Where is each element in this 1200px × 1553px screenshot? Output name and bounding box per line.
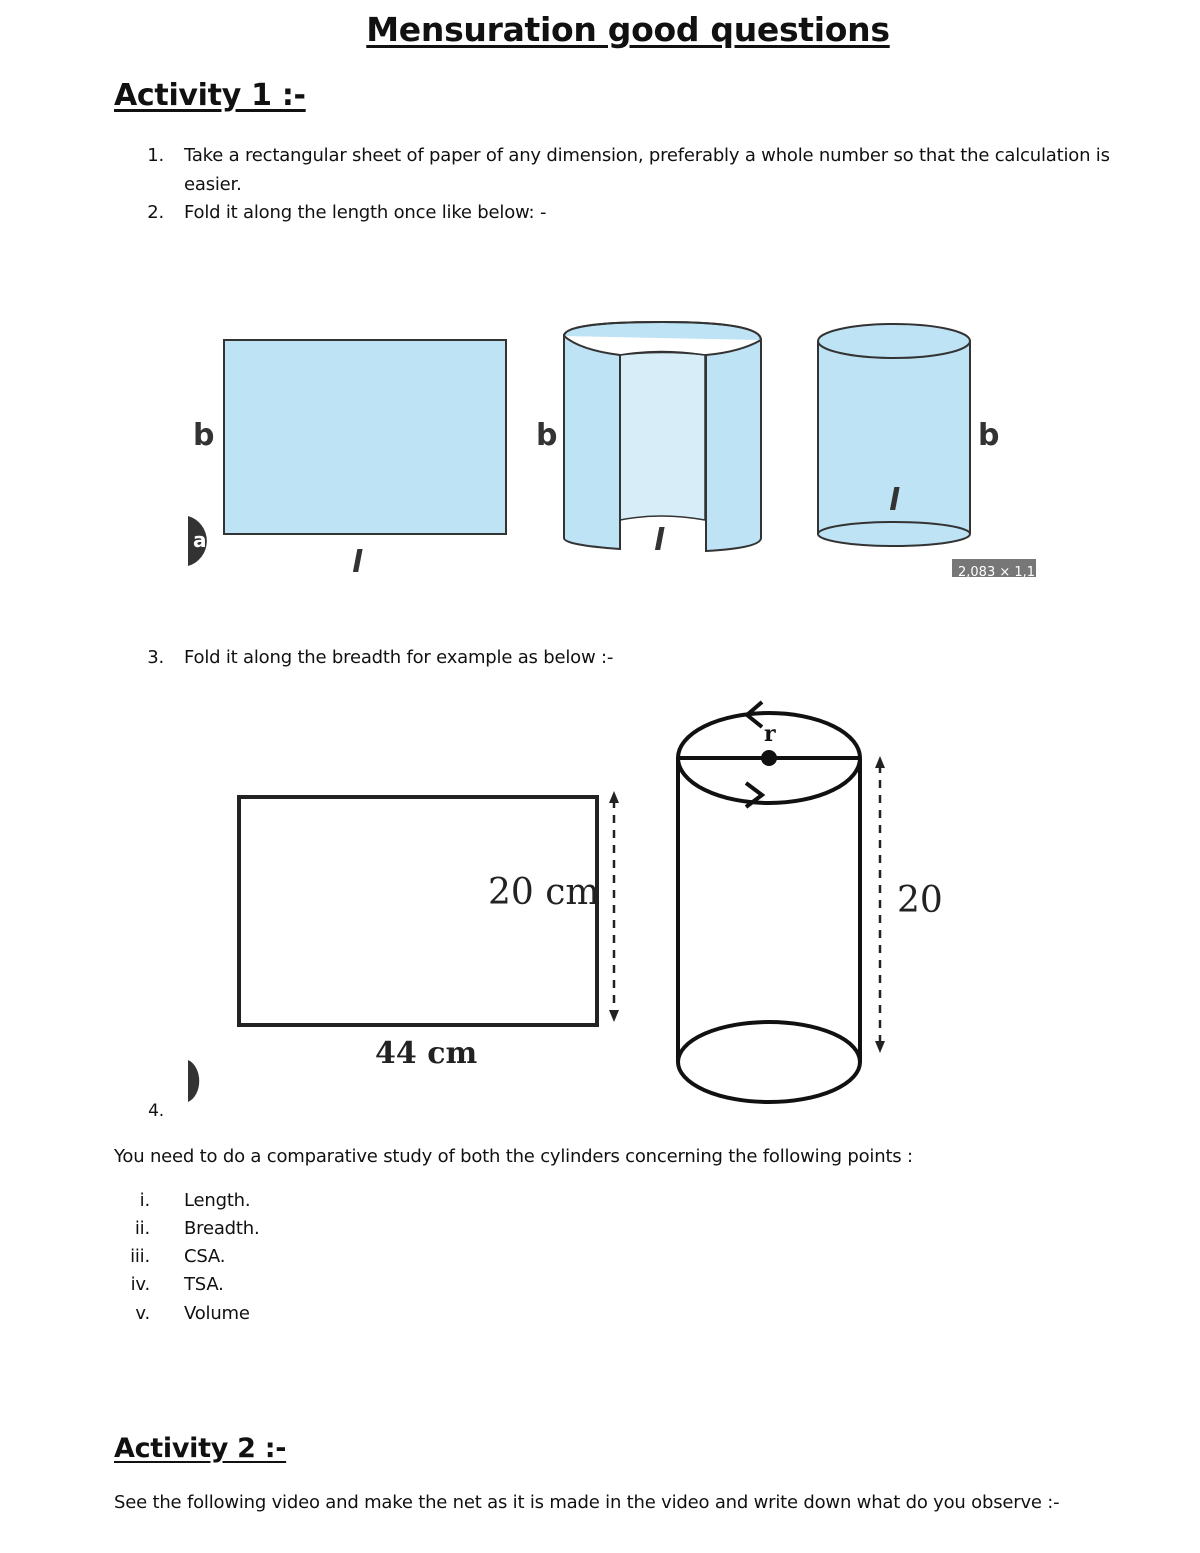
- paper-folding-figure: [180, 310, 1050, 585]
- activity-2-text: See the following video and make the net as it is made in the video and write down what do you observe :-: [114, 1492, 1060, 1513]
- activity-2-heading: Activity 2 :-: [114, 1433, 287, 1464]
- page-title: Mensuration good questions: [366, 10, 890, 49]
- point-3-text: CSA.: [184, 1246, 226, 1267]
- activity-1-heading: Activity 1 :-: [114, 78, 306, 113]
- step-3-text: Fold it along the breadth for example as below :-: [184, 647, 614, 668]
- rect-width-label: 44 cm: [375, 1036, 478, 1071]
- point-4-text: TSA.: [184, 1274, 224, 1295]
- sheet-breadth-label: b: [193, 418, 215, 453]
- cylinder-breadth-label: b: [978, 418, 1000, 453]
- comparison-intro: You need to do a comparative study of both the cylinders concerning the following points :: [114, 1146, 913, 1167]
- point-5-text: Volume: [184, 1303, 250, 1324]
- arrow-up-icon: [875, 756, 885, 768]
- step-1-text-line2: easier.: [184, 174, 242, 195]
- rect-height-label: 20 cm: [488, 872, 600, 913]
- step-1-number: 1.: [147, 145, 164, 166]
- sheet-length-label: l: [352, 545, 363, 580]
- radius-label: r: [764, 721, 776, 747]
- breadth-fold-figure: [180, 690, 980, 1110]
- partially-rolled-sheet: [564, 322, 761, 551]
- cylinder-height-label: 20: [897, 880, 943, 921]
- point-5-number: v.: [135, 1303, 150, 1324]
- step-2-text: Fold it along the length once like below: -: [184, 202, 547, 223]
- point-2-number: ii.: [134, 1218, 150, 1239]
- arrow-down-icon: [609, 1010, 619, 1022]
- rolled-length-label: l: [654, 523, 665, 558]
- point-3-number: iii.: [130, 1246, 150, 1267]
- point-4-number: iv.: [130, 1274, 150, 1295]
- step-3-number: 3.: [147, 647, 164, 668]
- point-1-text: Length.: [184, 1190, 251, 1211]
- point-2-text: Breadth.: [184, 1218, 260, 1239]
- arrow-up-icon: [609, 791, 619, 803]
- point-1-number: i.: [139, 1190, 150, 1211]
- image-size-badge-text: 2,083 × 1,15: [958, 565, 1044, 580]
- svg-text:a: a: [193, 528, 207, 552]
- arrow-down-icon: [875, 1041, 885, 1053]
- cylinder-length-label: l: [889, 483, 900, 518]
- artifact-half-circle-icon: [188, 1060, 199, 1102]
- outline-cylinder: [678, 702, 860, 1102]
- step-2-number: 2.: [147, 202, 164, 223]
- step-1-text-line1: Take a rectangular sheet of paper of any dimension, preferably a whole number so that the calculation is: [184, 145, 1110, 166]
- step-4-number: 4.: [148, 1101, 164, 1121]
- rolled-breadth-label: b: [536, 418, 558, 453]
- flat-sheet: [224, 340, 506, 534]
